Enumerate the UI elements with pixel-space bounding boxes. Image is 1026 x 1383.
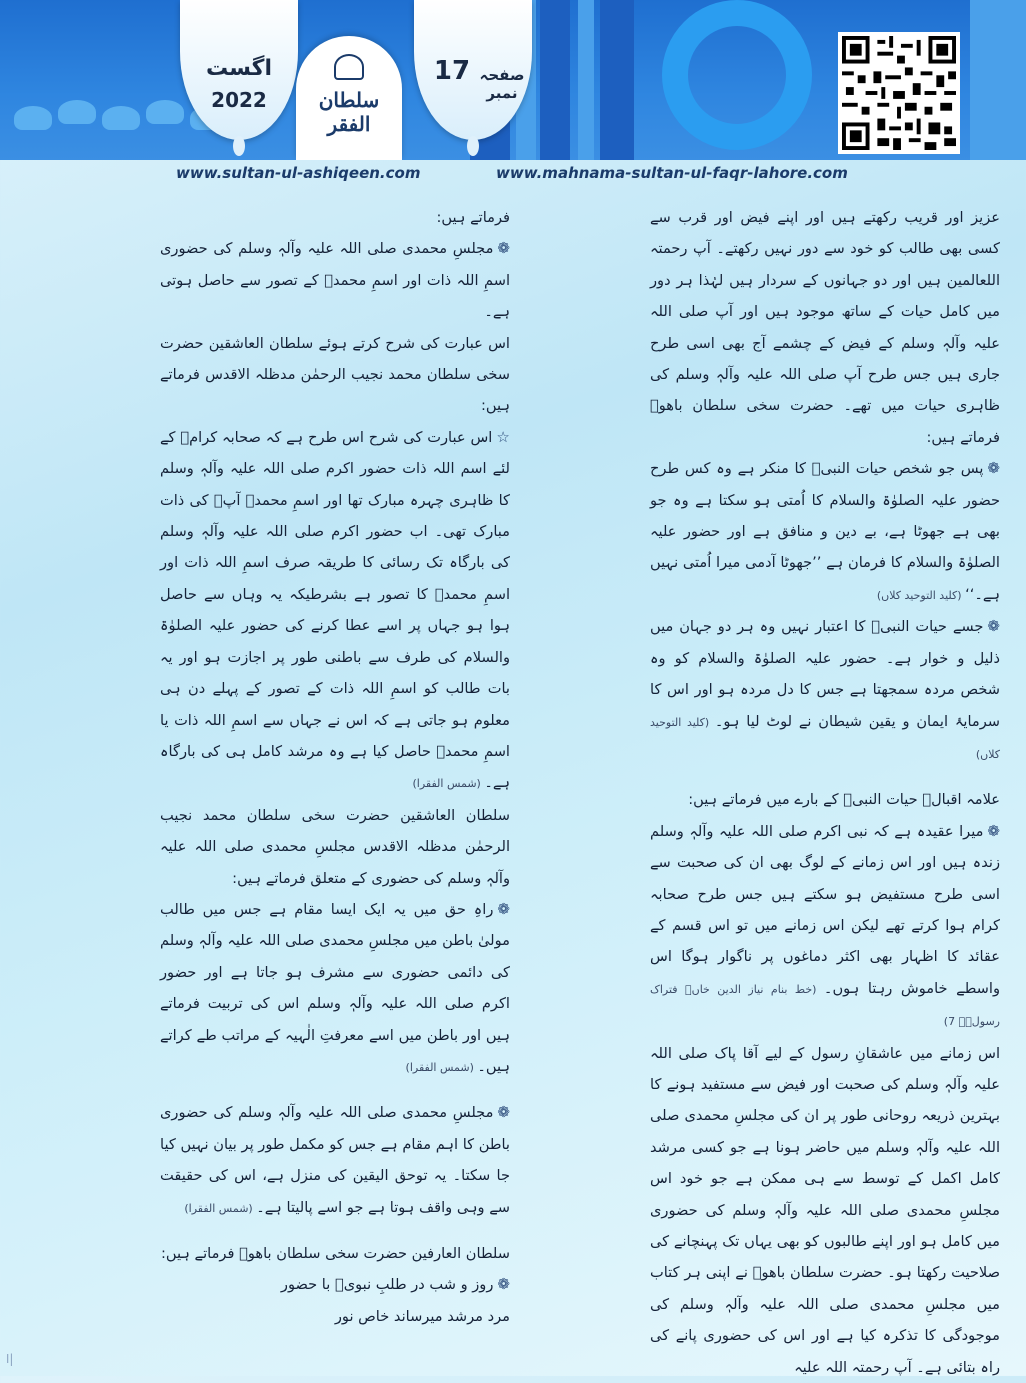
qr-code-icon bbox=[842, 36, 956, 150]
decorative-ring bbox=[662, 0, 812, 150]
paragraph bbox=[160, 1301, 510, 1332]
paragraph-text: راہِ حق میں یہ ایک ایسا مقام ہے جس میں طالب مولیٰ باطن میں مجلسِ محمدی صلی اللہ علیہ وآلہٖ وسلم کی دائمی حضوری سے مشرف ہو جاتا ہے اور حضور اکرم صلی اللہ علیہ وآلہٖ وسلم اس کی تربیت فرماتے ہیں اور باطن میں اسے معرفتِ الٰہیہ کے مراتب طے کراتے ہیں۔ bbox=[160, 900, 510, 1075]
issue-year: 2022 bbox=[211, 88, 267, 112]
paragraph-text: جسے حیات النبیؐ کا اعتبار نہیں وہ ہر دو جہان میں ذلیل و خوار ہے۔ حضور علیہ الصلوٰۃ والسلام کو وہ شخص مردہ سمجھتا ہے جس کا دل مردہ ہو اور اس کا سرمایۂ ایمان و یقین شیطان نے لوٹ لیا ہو۔ bbox=[650, 618, 1000, 730]
star-bullet-icon: ☆ bbox=[496, 427, 510, 446]
article-column-left bbox=[160, 202, 510, 1362]
flower-bullet-icon: ❁ bbox=[987, 821, 1000, 840]
paragraph bbox=[650, 611, 1000, 770]
paragraph-text: روز و شب در طلبِ نبویؐ با حضور bbox=[280, 1276, 494, 1294]
paragraph bbox=[160, 1269, 510, 1300]
paragraph bbox=[160, 1097, 510, 1224]
logo-text: سلطان الفقر bbox=[318, 88, 380, 136]
issue-month: اگست bbox=[205, 56, 272, 81]
magazine-logo bbox=[296, 36, 402, 160]
paragraph-text: عزیز اور قریب رکھتے ہیں اور اپنے فیض اور قرب سے کسی بھی طالب کو خود سے دور نہیں رکھتے۔ آپ رحمتہ اللعالمین ہیں اور دو جہانوں کے سردار ہیں لہٰذا ہر دور میں کامل حیات کے ساتھ موجود ہیں اور آپ صلی اللہ علیہ وآلہٖ وسلم کے فیض کے چشمے آج بھی اسی طرح جاری ہیں جس طرح آپ صلی اللہ علیہ وآلہٖ وسلم کی ظاہری حیات میں تھے۔ حضرت سخی سلطان باھوؒ فرماتے ہیں: bbox=[650, 209, 1000, 446]
citation-reference: (کلید التوحید کلاں) bbox=[876, 588, 966, 602]
page-number-tab bbox=[414, 0, 532, 140]
paragraph bbox=[650, 1038, 1000, 1383]
paragraph-text: میرا عقیدہ ہے کہ نبی اکرم صلی اللہ علیہ وآلہٖ وسلم زندہ ہیں اور اس زمانے کے لوگ بھی ان کی صحبت سے اسی طرح مستفیض ہو سکتے ہیں جس طرح صحابہ کرام ہوا کرتے تھے لیکن اس زمانے میں تو اس قسم کے عقائد کا اظہار بھی اکثر دماغوں پر ناگوار ہوگا اس واسطے خاموش رہتا ہوں۔ bbox=[650, 822, 1000, 997]
paragraph-text: فرماتے ہیں: bbox=[436, 209, 510, 226]
paragraph-text: اس عبارت کی شرح اس طرح ہے کہ صحابہ کرامؓ کے لئے اسم اللہ ذات حضور اکرم صلی اللہ علیہ وآلہٖ وسلم کا ظاہری چہرہ مبارک تھا اور اسمِ محمدؐ آپؐ کی ذات مبارک تھی۔ اب حضور اکرم صلی اللہ علیہ وآلہٖ وسلم کی بارگاہ تک رسائی کا طریقہ صرف اسمِ اللہ ذات اور اسمِ محمدؐ کا تصور ہے بشرطیکہ یہ وہاں سے حاصل ہوا ہو جہاں پر اسے عطا کرنے کی حضور علیہ الصلوٰۃ والسلام کی طرف سے باطنی طور پر اجازت ہو اور یہ بات طالب کو اسمِ اللہ ذات کے تصور کے پہلے دن ہی معلوم ہو جاتی ہے کہ اس نے جہاں سے اسمِ اللہ ذات یا اسمِ محمدؐ حاصل کیا ہے وہ مرشد کامل ہی کی بارگاہ ہے۔ bbox=[160, 428, 510, 792]
paragraph-text: مجلسِ محمدی صلی اللہ علیہ وآلہٖ وسلم کی حضوری باطن کا اہم مقام ہے جس کو مکمل طور پر بیان نہیں کیا جا سکتا۔ یہ توحق الیقین کی منزل ہے، اس کی حقیقت سے وہی واقف ہوتا ہے جو اسے پالیتا ہے۔ bbox=[160, 1104, 510, 1216]
citation-reference: (شمس الفقرا) bbox=[405, 1060, 478, 1074]
paragraph bbox=[160, 202, 510, 233]
citation-reference: (شمس الفقرا) bbox=[412, 777, 485, 791]
flower-bullet-icon: ❁ bbox=[497, 1275, 510, 1294]
website-link-ashiqeen[interactable]: www.sultan-ul-ashiqeen.com bbox=[176, 164, 421, 182]
flower-bullet-icon: ❁ bbox=[497, 1103, 510, 1122]
paragraph bbox=[160, 894, 510, 1083]
paragraph bbox=[160, 233, 510, 327]
paragraph bbox=[160, 328, 510, 422]
paragraph bbox=[650, 453, 1000, 611]
page-number-label: صفحہ نمبر bbox=[479, 66, 525, 102]
article-column-right bbox=[650, 202, 1000, 1376]
paragraph-text: اس زمانے میں عاشقانِ رسول کے لیے آقا پاک صلی اللہ علیہ وآلہٖ وسلم کی صحبت اور فیض سے مستفید ہونے کا بہترین ذریعہ روحانی طور پر ان کی مجلسِ محمدی صلی اللہ علیہ وآلہٖ وسلم میں حاضر ہونا ہے جو کسی مرشد کامل اکمل کے توسط سے ہی ممکن ہے جو خود اس مجلسِ محمدی صلی اللہ علیہ وآلہٖ وسلم کی حضوری میں کامل ہو اور اپنے طالبوں کو بھی یہاں تک پہنچانے کی صلاحیت رکھتا ہو۔ حضرت سلطان باھوؒ نے اپنی ہر کتاب میں مجلسِ محمدی صلی اللہ علیہ وآلہٖ وسلم کی موجودگی کا تذکرہ کیا ہے اور اس کی حضوری پانے کی راہ بتائی ہے۔ آپ رحمتہ اللہ علیہ bbox=[650, 1044, 1000, 1376]
flower-bullet-icon: ❁ bbox=[987, 459, 1000, 478]
citation-reference: (شمس الفقرا) bbox=[184, 1201, 257, 1215]
paragraph-text: سلطان العارفین حضرت سخی سلطان باھوؒ فرماتے ہیں: bbox=[160, 1245, 510, 1262]
website-link-mahnama[interactable]: www.mahnama-sultan-ul-faqr-lahore.com bbox=[496, 164, 848, 182]
page-number: 17 bbox=[433, 56, 471, 86]
paragraph-text: سلطان العاشقین حضرت سخی سلطان محمد نجیب الرحمٰن مدظلہ الاقدس مجلسِ محمدی صلی اللہ علیہ وآلہٖ وسلم کی حضوری کے متعلق فرماتے ہیں: bbox=[160, 806, 510, 887]
dome-icon bbox=[334, 54, 364, 80]
flower-bullet-icon: ❁ bbox=[497, 239, 510, 258]
flower-bullet-icon: ❁ bbox=[497, 899, 510, 918]
paragraph-text: علامہ اقبالؒ حیات النبیؐ کے بارے میں فرماتے ہیں: bbox=[688, 791, 1000, 809]
citation-reference: (کلید التوحید کلاں) bbox=[650, 715, 1000, 761]
paragraph bbox=[160, 1238, 510, 1269]
paragraph bbox=[650, 816, 1000, 1038]
paragraph-text: مجلسِ محمدی صلی اللہ علیہ وآلہٖ وسلم کی حضوری اسمِ اللہ ذات اور اسمِ محمدؐ کے تصور سے حاصل ہوتی ہے۔ bbox=[160, 240, 510, 321]
header-stripe bbox=[600, 0, 634, 160]
paragraph bbox=[160, 422, 510, 800]
citation-reference: (خط بنام نیاز الدین خاں۔ فتراک رسولؐ۔ 7) bbox=[650, 982, 1000, 1029]
page-footer-mark: ا| bbox=[6, 1352, 14, 1366]
website-bar bbox=[0, 160, 1026, 186]
qr-code[interactable] bbox=[838, 32, 960, 154]
paragraph bbox=[160, 800, 510, 894]
header-stripe bbox=[540, 0, 570, 160]
flower-bullet-icon: ❁ bbox=[987, 617, 1000, 636]
header-stripe bbox=[578, 0, 594, 160]
paragraph bbox=[650, 784, 1000, 815]
page-header bbox=[0, 0, 1026, 160]
paragraph-text: پس جو شخص حیات النبیؐ کا منکر ہے وہ کس طرح حضور علیہ الصلوٰۃ والسلام کا اُمتی ہو سکتا ہے وہ جو بھی ہے جھوٹا ہے، بے دین و منافق ہے اور حضور علیہ الصلوٰۃ والسلام کا فرمان ہے ’’جھوٹا آدمی میرا اُمتی نہیں ہے۔‘‘ bbox=[650, 460, 1000, 603]
header-stripe bbox=[970, 0, 1026, 160]
paragraph-text: اس عبارت کی شرح کرتے ہوئے سلطان العاشقین حضرت سخی سلطان محمد نجیب الرحمٰن مدظلہ الاقدس فرماتے ہیں: bbox=[160, 334, 510, 415]
paragraph bbox=[650, 202, 1000, 453]
paragraph-text: مرد مرشد میرساند خاص نور bbox=[334, 1307, 510, 1325]
